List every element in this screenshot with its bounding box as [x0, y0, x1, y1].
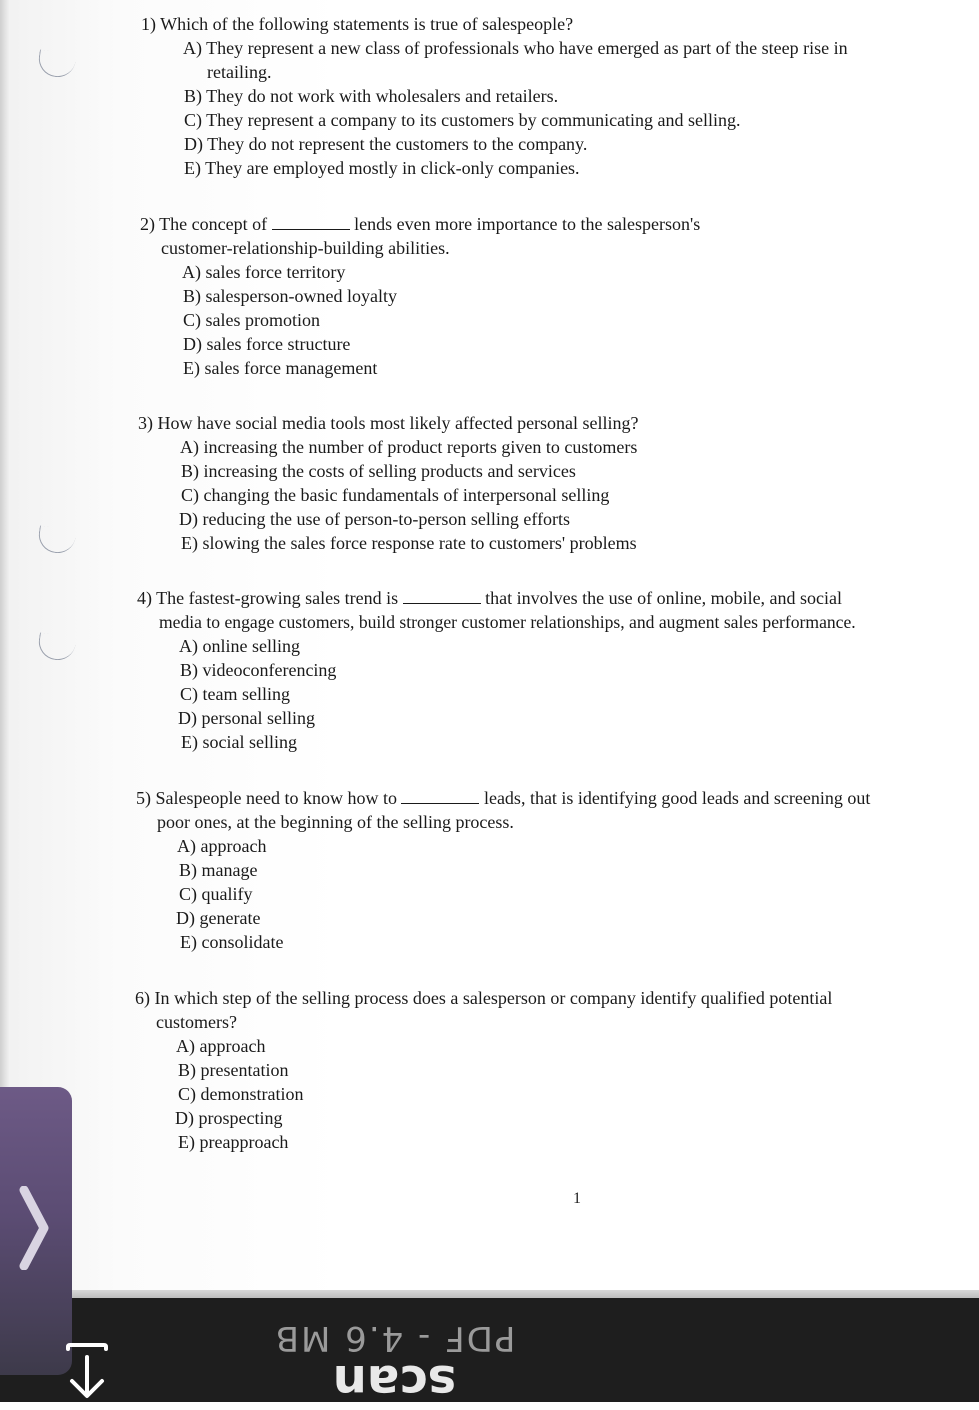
question-stem: 3) How have social media tools most likely affected personal selling?: [138, 413, 639, 433]
page-curl-mark: [36, 526, 76, 556]
question-3: [138, 411, 639, 555]
stem-before: 5) Salespeople need to know how to: [136, 788, 397, 808]
question-2: [140, 212, 700, 380]
question-stem-continued: customer-relationship-building abilities.: [161, 238, 450, 258]
option: C) qualify: [179, 884, 253, 904]
option: B) increasing the costs of selling products and services: [181, 461, 576, 481]
option: D) reducing the use of person-to-person selling efforts: [179, 509, 571, 529]
option: E) consolidate: [180, 932, 284, 952]
option-continued: retailing.: [207, 62, 272, 82]
option: A) online selling: [179, 636, 300, 656]
option: A) They represent a new class of professionals who have emerged as part of the steep rise in: [183, 38, 848, 58]
question-stem: [137, 586, 856, 610]
question-5: [136, 786, 870, 954]
page-bottom-edge: [0, 1290, 979, 1298]
chevron-right-icon[interactable]: [18, 1186, 50, 1270]
option: E) slowing the sales force response rate to customers' problems: [181, 533, 637, 553]
stem-after: that involves the use of online, mobile, and social: [485, 588, 843, 608]
fill-in-blank: [272, 215, 350, 230]
option: C) They represent a company to its customers by communicating and selling.: [184, 110, 741, 130]
page-curl-mark: [36, 633, 76, 663]
question-stem-continued: customers?: [156, 1012, 237, 1032]
option: D) prospecting: [175, 1108, 283, 1128]
option: B) manage: [179, 860, 258, 880]
option: B) They do not work with wholesalers and retailers.: [184, 86, 559, 106]
option: A) increasing the number of product reports given to customers: [180, 437, 638, 457]
option: D) They do not represent the customers to the company.: [184, 134, 588, 154]
fill-in-blank: [403, 589, 481, 604]
question-stem-continued: media to engage customers, build stronger customer relationships, and augment sales performance.: [159, 612, 856, 632]
stem-after: leads, that is identifying good leads and screening out: [483, 788, 871, 808]
option: C) team selling: [180, 684, 290, 704]
fill-in-blank: [401, 789, 479, 804]
stem-before: 2) The concept of: [140, 214, 268, 234]
question-stem: 6) In which step of the selling process does a salesperson or company identify qualified potential: [135, 988, 833, 1008]
question-stem-continued: poor ones, at the beginning of the selling process.: [157, 812, 514, 832]
option: A) approach: [176, 1036, 266, 1056]
option: D) generate: [176, 908, 261, 928]
option: C) sales promotion: [183, 310, 320, 330]
option: E) They are employed mostly in click-only companies.: [184, 158, 580, 178]
question-stem: 1) Which of the following statements is true of salespeople?: [141, 14, 574, 34]
stem-before: 4) The fastest-growing sales trend is: [137, 588, 399, 608]
scan-label[interactable]: scan: [332, 1354, 457, 1410]
question-stem: [136, 786, 870, 810]
option: E) sales force management: [183, 358, 378, 378]
option: C) demonstration: [178, 1084, 304, 1104]
option: D) personal selling: [178, 708, 315, 728]
question-stem: [140, 212, 700, 236]
file-size-label: PDF - 4.6 MB: [273, 1318, 516, 1358]
option: B) videoconferencing: [180, 660, 337, 680]
option: D) sales force structure: [183, 334, 351, 354]
option: E) preapproach: [178, 1132, 289, 1152]
question-4: [137, 586, 856, 754]
option: B) salesperson-owned loyalty: [183, 286, 397, 306]
page-curl-mark: [36, 50, 76, 80]
stem-after: lends even more importance to the salesperson's: [354, 214, 701, 234]
question-1: [141, 12, 848, 180]
option: B) presentation: [178, 1060, 289, 1080]
question-6: [135, 986, 832, 1154]
page-number: 1: [573, 1190, 581, 1207]
option: A) sales force territory: [182, 262, 346, 282]
option: C) changing the basic fundamentals of interpersonal selling: [181, 485, 610, 505]
option: A) approach: [177, 836, 267, 856]
download-icon[interactable]: [58, 1343, 114, 1399]
option: E) social selling: [181, 732, 297, 752]
